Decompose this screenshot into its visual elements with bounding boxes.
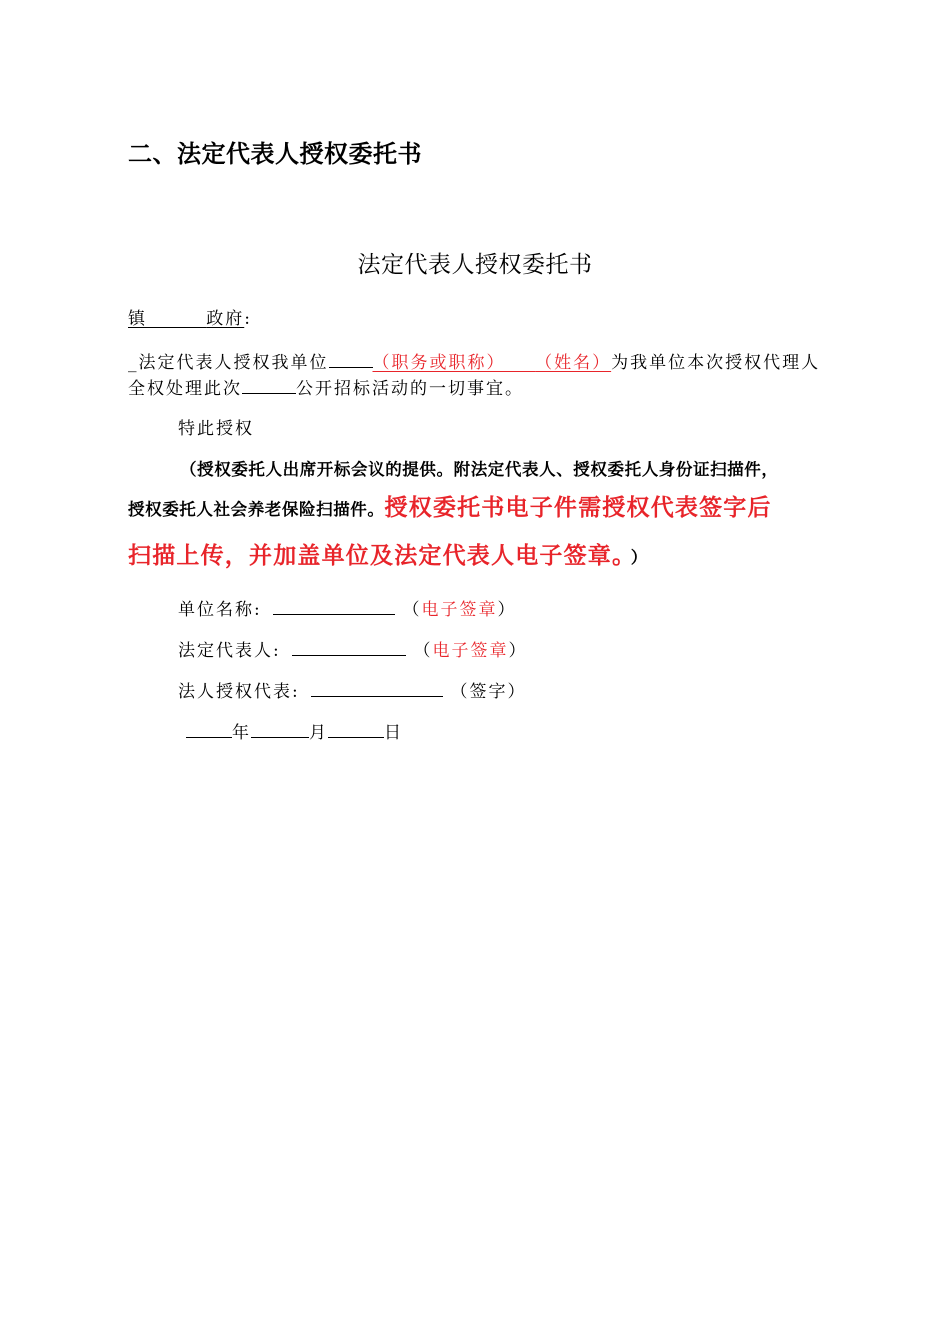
addressee-line (128, 304, 252, 329)
addressee-suffix: 政府 (206, 309, 245, 329)
signature-label: 法人授权代表: (178, 682, 300, 702)
signature-note: 签字 (469, 682, 508, 702)
paragraph1-text-c: 全权处理此次 (128, 379, 242, 399)
note-line1: （授权委托人出席开标会议的提供。附法定代表人、授权委托人身份证扫描件， (180, 460, 779, 479)
signature-blank (273, 597, 395, 615)
note-line2 (128, 489, 772, 522)
note-line3 (128, 537, 648, 570)
special-authorization: 特此授权 (178, 419, 254, 439)
year-blank (186, 720, 232, 738)
signature-open: （ (413, 641, 433, 661)
lead-blank: _ (128, 353, 139, 373)
note-line2-bold: 授权委托人社会养老保险扫描件。 (128, 500, 385, 519)
position-label: （职务或职称） (372, 353, 506, 373)
addressee-prefix: 镇 (128, 309, 147, 329)
signature-close: ） (497, 600, 517, 620)
note-line3-close: ） (630, 548, 648, 567)
signature-legal-rep (178, 636, 528, 661)
paragraph1-line2 (128, 374, 524, 399)
month-label: 月 (309, 723, 328, 743)
signature-unit-name (178, 595, 517, 620)
note-line2-red: 授权委托书电子件需授权代表签字后 (384, 495, 772, 521)
document-title: 法定代表人授权委托书 (357, 252, 593, 278)
signature-open: （ (450, 682, 470, 702)
paragraph1-text-b: 为我单位本次授权代理人 (611, 353, 821, 373)
paragraph1-text-a: 法定代表人授权我单位 (138, 353, 329, 373)
note-line3-red: 扫描上传，并加盖单位及法定代表人电子签章。 (128, 543, 625, 569)
addressee-underlined (128, 309, 244, 329)
signature-note: 电子签章 (432, 641, 509, 661)
section-heading: 二、法定代表人授权委托书 (128, 140, 422, 168)
signature-open: （ (402, 600, 422, 620)
addressee-blank (147, 309, 206, 329)
unit-blank (329, 350, 373, 368)
signature-label: 法定代表人: (178, 641, 281, 661)
signature-close: ） (507, 682, 527, 702)
signature-note: 电子签章 (421, 600, 498, 620)
paragraph1-text-d: 公开招标活动的一切事宜。 (296, 379, 524, 399)
day-label: 日 (384, 723, 403, 743)
signature-label: 单位名称: (178, 600, 262, 620)
month-blank (251, 720, 309, 738)
project-blank (242, 376, 296, 394)
signature-blank (292, 638, 406, 656)
date-line (186, 718, 403, 743)
label-gap (506, 353, 536, 373)
signature-close: ） (508, 641, 528, 661)
year-label: 年 (232, 723, 251, 743)
addressee-colon: : (244, 309, 252, 329)
day-blank (328, 720, 384, 738)
paragraph1-line1 (128, 348, 820, 373)
name-label: （姓名） (535, 353, 612, 373)
signature-authorized-rep (178, 677, 527, 702)
signature-blank (311, 679, 443, 697)
